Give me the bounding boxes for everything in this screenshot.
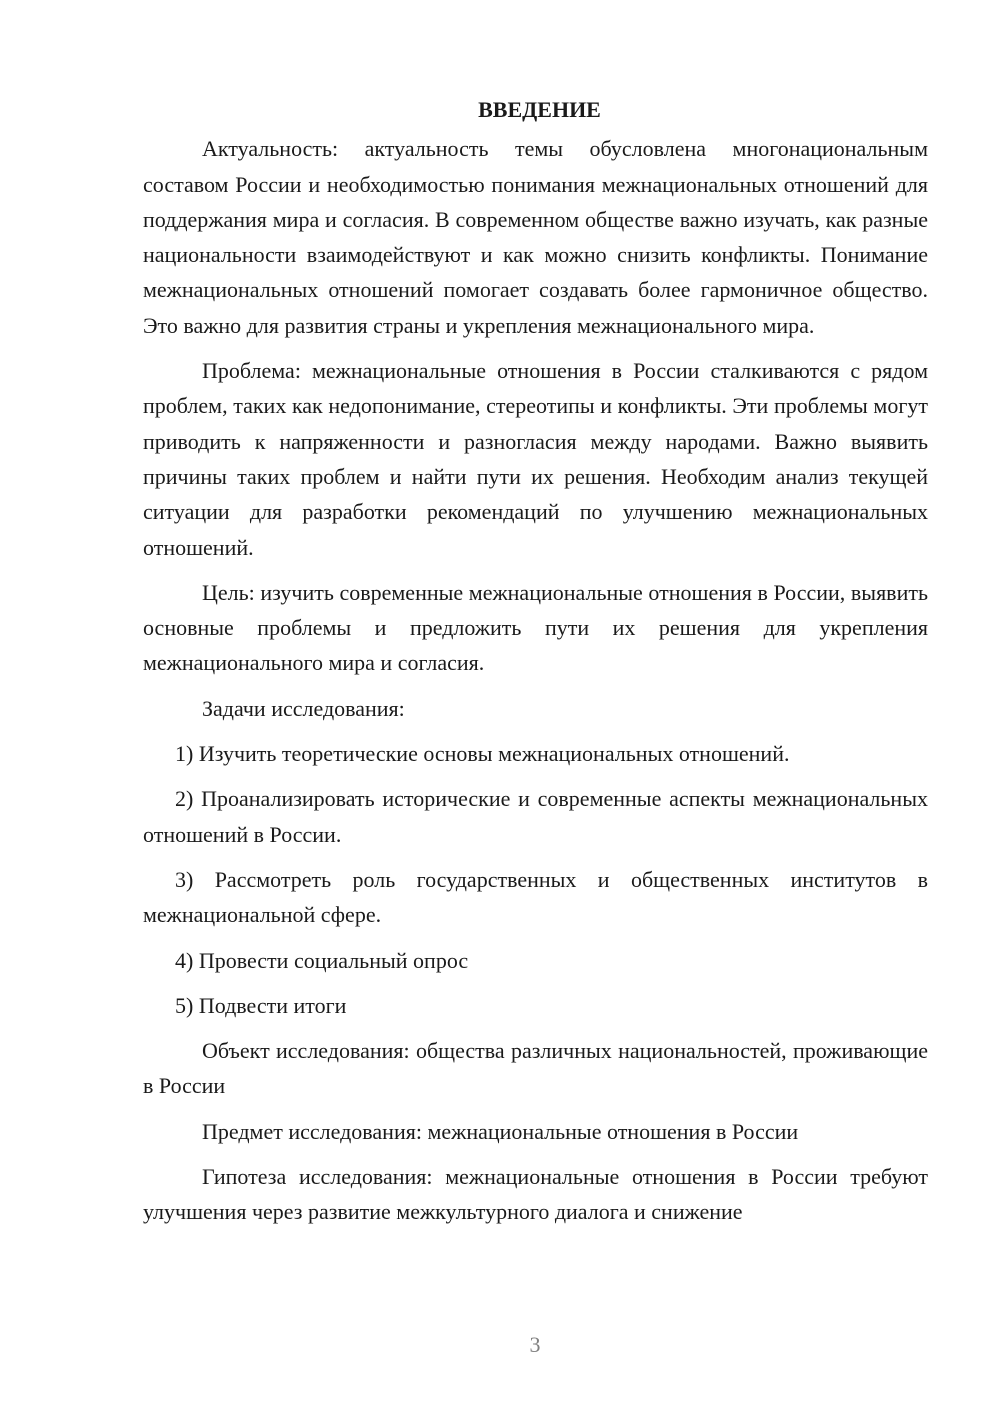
task-item: 4) Провести социальный опрос — [175, 947, 469, 973]
hypothesis-paragraph: Гипотеза исследования: межнациональные отношения в России требуют улучшения через развитие межкультурного диалога и снижение — [143, 1164, 928, 1225]
task-item: 3) Рассмотреть роль государственных и общественных институтов в межнациональной сфере. — [143, 866, 928, 928]
task-item: 1) Изучить теоретические основы межнациональных отношений. — [175, 741, 790, 767]
page-content — [143, 92, 928, 1240]
task-item: 5) Подвести итоги — [175, 992, 347, 1018]
page-number: 3 — [529, 1332, 541, 1357]
task-item: 2) Проанализировать исторические и современные аспекты межнациональных отношений в России. — [143, 786, 928, 847]
tasks-title: Задачи исследования: — [202, 695, 405, 721]
subject-paragraph: Предмет исследования: межнациональные отношения в России — [202, 1118, 799, 1144]
section-heading: ВВЕДЕНИЕ — [478, 97, 601, 122]
goal-paragraph: Цель: изучить современные межнациональные отношения в России, выявить основные проблемы и предложить пути их решения для укрепления межнационального мира и согласия. — [143, 579, 928, 676]
object-paragraph: Объект исследования: общества различных национальностей, проживающие в России — [143, 1038, 928, 1099]
problem-paragraph: Проблема: межнациональные отношения в России сталкиваются с рядом проблем, таких как недопонимание, стереотипы и конфликты. Эти проблемы могут приводить к напряженности и разногласия между народами. Важно выявить причины таких проблем и найти пути их решения. Необходим анализ текущей ситуации для разработки рекомендаций по улучшению межнациональных отношений. — [143, 358, 928, 560]
relevance-paragraph: Актуальность: актуальность темы обусловлена многонациональным составом России и необходимостью понимания межнациональных отношений для поддержания мира и согласия. В современном обществе важно изучать, как разные национальности взаимодействуют и как можно снизить конфликты. Понимание межнациональных отношений помогает создавать более гармоничное общество. Это важно для развития страны и укрепления межнационального мира. — [143, 136, 928, 338]
